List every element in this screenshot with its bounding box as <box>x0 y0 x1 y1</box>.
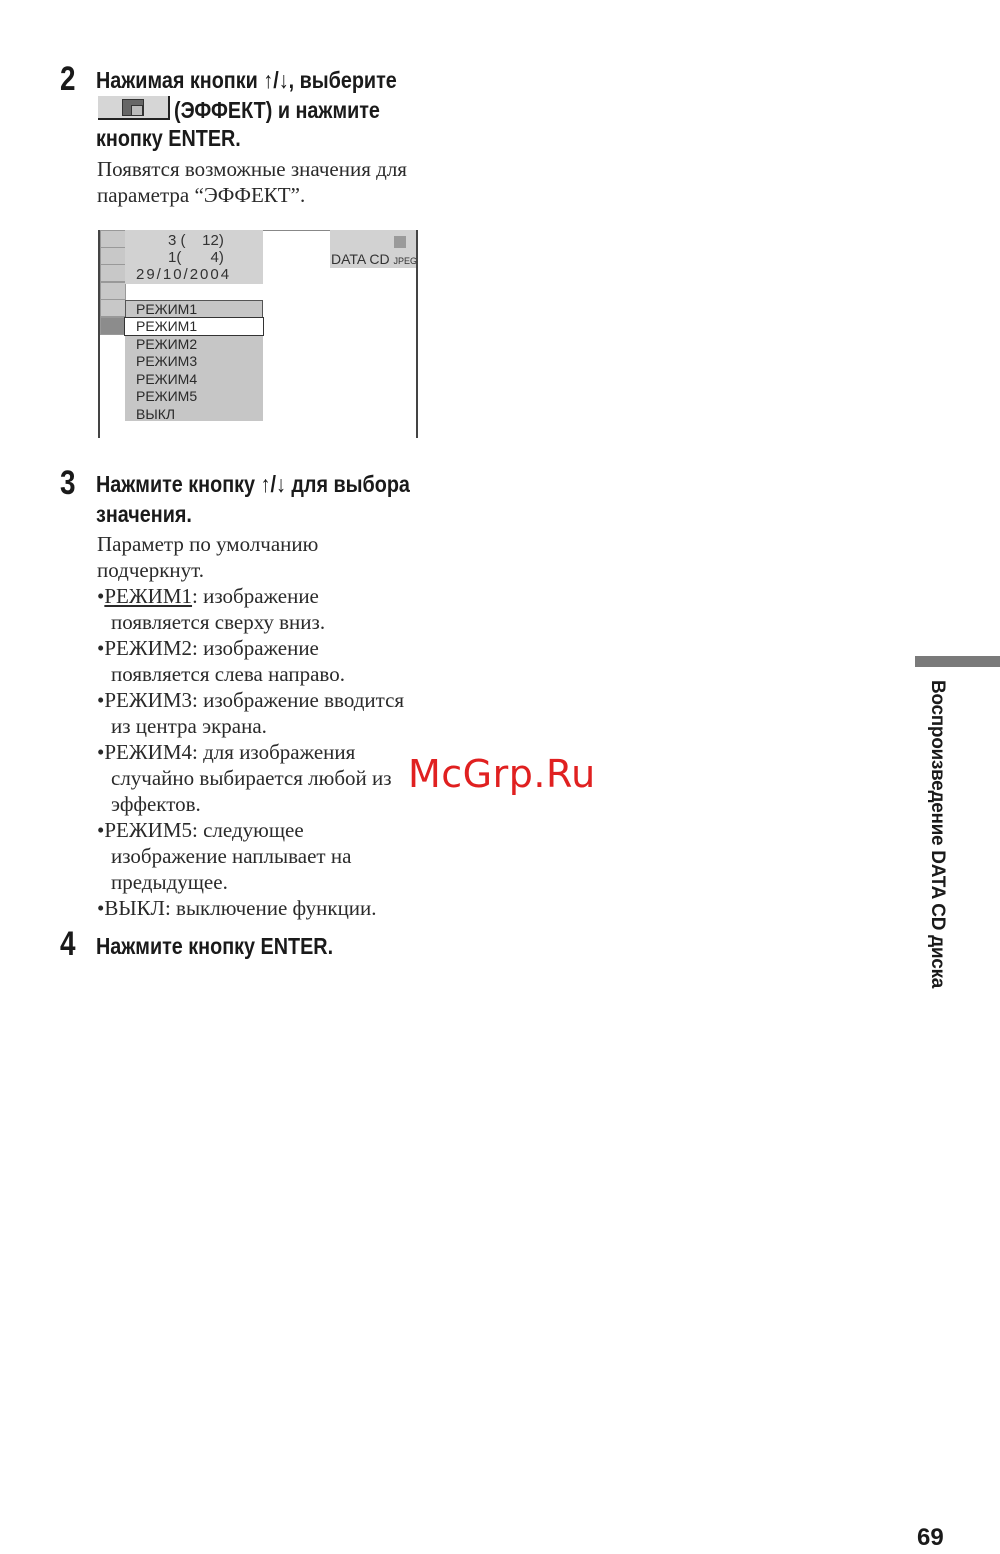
bullet-item <box>97 817 404 843</box>
step-3-intro-line2: подчеркнут. <box>97 558 204 582</box>
bullet-continuation: предыдущее. <box>111 870 228 894</box>
bullet-mark: • <box>97 636 105 660</box>
step-3-intro-line1: Параметр по умолчанию <box>97 532 319 556</box>
bullet-text: : следующее <box>192 818 304 842</box>
bullet-text: : изображение вводится <box>192 688 405 712</box>
step-2-heading-line2: (ЭФФЕКТ) и нажмите <box>174 97 380 123</box>
bullet-mark: • <box>97 584 105 608</box>
side-tab-bar <box>915 656 1000 667</box>
osd-menu-icon <box>100 247 126 265</box>
bullet-term: РЕЖИМ4 <box>104 740 193 764</box>
osd-disc-format: JPEG <box>393 256 418 266</box>
step-2-heading-line3: кнопку ENTER. <box>96 125 241 151</box>
osd-option[interactable]: РЕЖИМ5 <box>136 388 198 404</box>
bullet-mark: • <box>97 896 105 920</box>
bullet-continuation: появляется слева направо. <box>111 662 345 686</box>
effect-icon <box>98 96 170 120</box>
bullet-mark: • <box>97 740 105 764</box>
osd-option[interactable]: РЕЖИМ4 <box>136 370 198 387</box>
watermark: McGrp.Ru <box>408 752 596 796</box>
step-2-body-line2: параметра “ЭФФЕКТ”. <box>97 183 306 207</box>
step-2-heading-line1: Нажимая кнопки ↑/↓, выберите <box>96 67 397 93</box>
osd-menu-icon <box>100 230 126 248</box>
osd-info-line2: 1( 4) <box>168 249 224 266</box>
osd-option[interactable]: РЕЖИМ3 <box>136 353 198 369</box>
bullet-item <box>97 687 404 713</box>
bullet-mark: • <box>97 688 105 712</box>
bullet-term: ВЫКЛ <box>104 896 165 920</box>
bullet-text: : для изображения <box>192 740 356 764</box>
osd-effect-icon-selected <box>100 317 126 335</box>
osd-info-line3: 29/10/2004 <box>136 266 232 283</box>
osd-menu-icon <box>100 264 126 282</box>
osd-info-line1: 3 ( 12) <box>168 232 224 249</box>
page-number: 69 <box>917 1524 944 1551</box>
bullet-item <box>97 895 404 921</box>
step-4-heading: Нажмите кнопку ENTER. <box>96 933 334 959</box>
osd-menu-icon <box>100 299 126 317</box>
bullet-list <box>97 583 404 921</box>
bullet-item <box>97 635 404 661</box>
step-3-number: 3 <box>60 464 76 502</box>
step-3-heading-line2: значения. <box>96 501 192 527</box>
bullet-continuation: из центра экрана. <box>111 714 267 738</box>
bullet-term: РЕЖИМ5 <box>104 818 193 842</box>
bullet-term: РЕЖИМ3 <box>104 688 193 712</box>
osd-option[interactable]: РЕЖИМ1 <box>136 318 198 334</box>
step-2-body-line1: Появятся возможные значения для <box>97 157 407 181</box>
bullet-mark: • <box>97 818 105 842</box>
osd-current-value: РЕЖИМ1 <box>136 301 198 317</box>
osd-disc-indicator <box>394 236 406 248</box>
bullet-text: : изображение <box>192 584 319 608</box>
bullet-item <box>97 583 404 609</box>
step-2-heading-line2-row <box>98 96 413 125</box>
osd-option[interactable]: ВЫКЛ <box>136 405 176 422</box>
step-2-number: 2 <box>60 60 76 98</box>
bullet-continuation: появляется сверху вниз. <box>111 610 326 634</box>
osd-screen <box>98 230 418 438</box>
bullet-continuation: эффектов. <box>111 792 201 816</box>
step-3-heading-line1: Нажмите кнопку ↑/↓ для выбора <box>96 471 410 497</box>
osd-menu-icon <box>100 282 126 300</box>
bullet-text: : выключение функции. <box>164 896 377 920</box>
osd-option[interactable]: РЕЖИМ2 <box>136 335 198 352</box>
bullet-term: РЕЖИМ2 <box>104 636 193 660</box>
step-4-number: 4 <box>60 925 76 963</box>
side-tab-label: Воспроизведение DATA CD диска <box>927 680 948 989</box>
bullet-item <box>97 739 404 765</box>
osd-disc-label <box>331 251 417 267</box>
bullet-term: РЕЖИМ1 <box>104 584 193 608</box>
bullet-continuation: изображение наплывает на <box>111 844 352 868</box>
osd-disc-type: DATA CD <box>331 251 390 267</box>
bullet-text: : изображение <box>192 636 319 660</box>
bullet-continuation: случайно выбирается любой из <box>111 766 392 790</box>
